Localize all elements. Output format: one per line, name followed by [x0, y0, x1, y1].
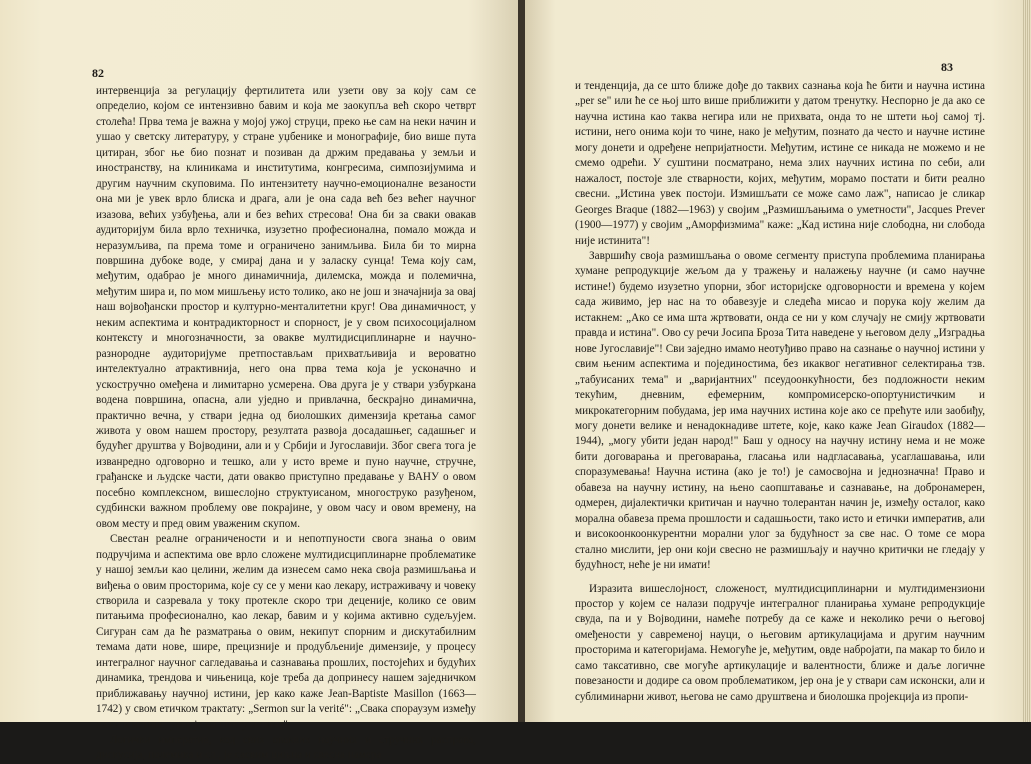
- paragraph: и тенденција, да се што ближе дође до таквих сазнања која ће бити и научна истина „per se" или ће се њој што више приближити у датом тренутку. Неспорно је да ако се научна истина као таква негира или не прихвата, онда то не штети њој самој тј. истини, него онима који то чине, нако је међутим, познато да често и научне истине могу донети и одређене непријатности. Међутим, истине се никада не можемо и не смемо одрећи. У суштини посматрано, нема злих научних истина по себи, али нажалост, постоје зле стварности, којих, међутим, морамо постати и бити реално свесни. „Истина увек постоји. Измишљати се може само лаж", написао је сликар Georges Braque (1882—1963) у својим „Размишљањима о уметности", Jacques Prever (1900—1977) у својим „Аморфизмима" каже: „Кад истина није слободна, ни слобода није истинита"!: [575, 80, 985, 247]
- page-number: 83: [941, 60, 953, 74]
- left-page-body: [96, 84, 476, 764]
- right-page-body: [575, 79, 985, 705]
- paragraph: интервенција за регулацију фертилитета или узети ову за коју сам се определио, којом се интензивно бавим и која ме заокупља већ скоро четврт столећа! Прва тема је важна у мојој ужој струци, преко ње сам на неки начин и ушао у светску литературу, у стране уџбенике и монографије, био више пута цитиран, због ње био познат и позиван да држим предавања у земљи и иностранству, на клиникама и институтима, конгресима, симпозијумима и другим научним скуповима. По интензитету научно-емоционалне везаности она ми је увек врло блиска и драга, али је она сада већ без већег научног изазова, већих узбуђења, али и без већих стресова! Она би за сваки овакав аудиторијум била врло техничка, изузетно професионална, помало можда и неразумљива, па према томе и ограничено занимљива. Била би то мирна површина дубоке воде, у смирај дана и у заласку сунца! Тема коју сам, међутим, одабрао је много динамичнија, дилемска, можда и полемична, међутим шира и, по мом мишљењу исто толико, ако не још и значајнија за овај наш војвођански простор и културно-менталитетни круг! Ова динамичност, у неким аспектима и контрадикторност и спорност, је у свом психосоцијалном контексту и многозначности, за овакве мултидисциплинарне и научно-разнородне аудиторијуме претпостављам прихватљивија и вероватно интелектуално атрактивнија, него она прва тема која је усконачно и ускостручно омеђена и лимитарно усмерена. Ова друга је у ствари узбуркана водена површина, опасна, али уједно и привлачна, бескрајно динамична, практично вечна, у ствари једна од биолошких димензија кретања самог живота у овом нашем простору, резултата развоја досадашњег, садашњег и будућег друштва у Војводини, али и у Србији и Југославији. Због свега тога је изванредно одговорно и тешко, али у исто време и пуно научне, стручне, грађанске и људске части, дати овакво приступно предавање у ВАНУ о овом посебно комплексном, вишеслојно структуисаном, многоструко разуђеном, судбински важном проблему ове покрајине, у овом часу и овом времену, на овом месту и пред овим уваженим скупом.: [96, 85, 476, 530]
- page-number: 82: [92, 66, 104, 80]
- paragraph: Завршићу своја размишљања о овоме сегменту приступа проблемима планирања хумане репродукције жељом да у тражењу и налажењу научне (и само научне истине!) будемо изузетно упорни, због историјске одговорности и времена у којем сада живимо, јер нас на то обавезује и следећа мисао и порука коју желим да истакнем: „Ако се има шта жртвовати, онда се ни у ком случају не смију жртвовати правда и истина". Ово су речи Јосипа Броза Тита наведене у његовом делу „Изградња нове Југославије"! Сви заједно имамо неотуђиво право на сазнање о научној истини у свим њеним аспектима и појединостима, без икаквог негативног селектирања тзв. „табуисаних тема" и „варијантних" псеудоонкућности, без подложности неким текућим, дневним, ефемерним, компромисерско-опортунистичким и микрокатегорним побудама, јер има научних истина које ако се прећуте или заобиђу, могу донети велике и ненадокнадиве штете, које, како каже Jean Giraudox (1882—1944), „могу убити један народ!" Баш у односу на научну истину нема и не може бити договарања и преговарања, гласања или надгласавања, усаглашавања, или споразумевања! Научна истина (ако је то!) је самосвојна и једнозначна! Право и обавеза на научну истину, на њено саопштавање и сазнавање, на добронамерен, одмерен, дијалектички критичан и научно толерантан начин је, између осталог, како морална обавеза према прошлости и садашњости, тако исто и етички императив, али и високоонкоонкурентни морални улог за будућност за све нас. О томе се мора стално мислити, јер они који свесно не размишљају и научно критички не гледају у будућност, неће је ни имати!: [575, 249, 985, 572]
- right-page: [525, 0, 1031, 722]
- page-edge: [1023, 0, 1031, 722]
- paragraph: Свестан реалне ограничености и и непотпуности свога знања о овим подручјима и аспектима ове врло сложене мултидисциплинарне проблематике у нашој земљи као целини, желим да изнесем само нека своја размишљања и виђења о овим просторима, које су се у мени као лекару, истраживачу и човеку створила и сазревала у току протекле скоро три деценије, колико се овим питањима професионално, као лекар, бавим и у којима активно судељујем. Сигуран сам да ће разматрања о овим, некипут спорним и дискутабилним темама дати нове, шире, прецизније и продубљеније димензије, у процесу интегралног научног сагледавања и сазнавања прошлих, постојећих и будућих динамика, трендова и чињеница, које треба да допринесу нашем заједничком приближавању научној истини, јер како каже Jean-Baptiste Masillon (1663—1742) у свом етичком трактату: „Sermon sur la verité": „Свака спораузум између лажи и истине, увек је на штету истине".: [96, 533, 476, 731]
- paragraph: Логички императив, код свих оваквих научних и стручних расправа, дискусија, полемика и сл., је сасвим циљна и свесна намера: [96, 734, 476, 762]
- paragraph: Изразита вишеслојност, сложеност, мултидисциплинарни и мултидимензиони простор у којем се налази подручје интегралног планирања хумане репродукције свуда, па и у Војводини, намеће потребу да се каже и неколико речи о његовој омеђености у савременој науци, о његовим артикулацијама и другим научним просторима и категоријама. Немогуће је, међутим, овде набројати, па макар то било и само таксативно, све могуће артикулације и валентности, ближе и даље логичне повезаности и додире са овом проблематиком, јер она је у ствари сам исконски, али и сублиминарни живот, његова не само друштвена и биолошка пројекција из пропи-: [575, 582, 985, 703]
